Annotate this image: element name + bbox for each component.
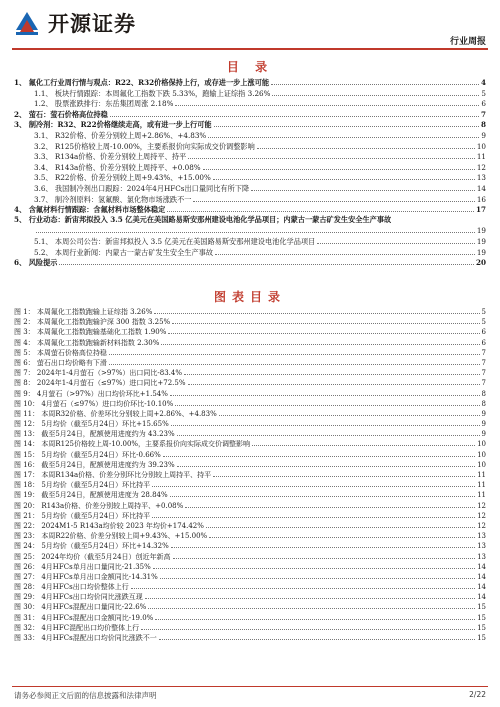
figure-entry-label: 图 4： 本周氟化工指数跑输新材料指数 2.30% [14, 338, 160, 347]
figure-entry[interactable] [14, 347, 486, 357]
toc-entry-page: 19 [476, 236, 486, 246]
figure-entry[interactable] [14, 520, 486, 530]
figure-entry-label: 图 17： 本周R134a价格、价差分别环比分别较上周持平、持平 [14, 471, 212, 479]
toc-entry-label: 1.1、 板块行情跟踪：本周氟化工指数下跌 5.33%，跑输上证综指 3.26% [34, 88, 271, 98]
figure-leader-dots [252, 438, 475, 446]
figure-leader-dots [161, 337, 479, 345]
toc-leader-dots [317, 236, 475, 244]
figure-leader-dots [153, 561, 475, 569]
figure-entry[interactable] [14, 510, 486, 520]
figure-entry[interactable] [14, 408, 486, 418]
figure-entry-page: 5 [481, 318, 486, 327]
toc-leader-dots [214, 119, 479, 127]
figure-leader-dots [172, 316, 479, 324]
figure-leader-dots [173, 551, 476, 559]
figure-entry-page: 11 [477, 491, 486, 500]
figure-leader-dots [171, 540, 475, 548]
figure-entry-page: 13 [477, 552, 486, 561]
figure-entry-page: 6 [481, 328, 486, 337]
toc-entry[interactable] [14, 141, 486, 152]
toc-leader-dots [167, 204, 474, 212]
toc-entry[interactable] [14, 162, 486, 173]
toc-entry[interactable] [14, 215, 486, 226]
toc-entry-page: 7 [480, 109, 486, 119]
toc-entry-label: 1、 氟化工行业周行情与观点：R22、R32价格保持上行，或存进一步上涨可能 [14, 78, 270, 87]
toc-entry[interactable] [14, 88, 486, 99]
toc-leader-dots [203, 162, 475, 170]
figure-leader-dots [213, 469, 475, 477]
toc-entry[interactable] [14, 247, 486, 258]
figure-entry-page: 10 [477, 440, 486, 449]
figure-entry-label: 图 29： 4月HFCs出口均价同比涨跌互现 [14, 593, 143, 602]
figure-entry-label: 图 23： 本周R22价格、价差分别较上周+9.43%、+15.00% [14, 532, 208, 541]
toc-entry-page: 8 [480, 120, 486, 130]
figure-leader-dots [141, 622, 475, 630]
figure-entry-label: 图 2： 本周氟化工指数跑输沪深 300 指数 3.25% [14, 318, 171, 327]
figure-entry-page: 7 [481, 379, 486, 388]
report-type: 行业周报 [449, 37, 486, 47]
page-number: 2/22 [469, 690, 486, 699]
toc-entry-label: 6、 风险提示 [14, 258, 58, 268]
figure-entry-label: 图 28： 4月HFCs出口均价整体上行 [14, 583, 129, 592]
figure-entry[interactable] [14, 326, 486, 336]
toc-entry[interactable] [14, 98, 486, 109]
figure-entry[interactable] [14, 632, 486, 642]
figure-entry-label: 图 16： 截至5月24日，配额使用进度约为 39.23% [14, 460, 175, 469]
figure-entry-label: 图 19： 截至5月24日，配额使用进度为 28.84% [14, 491, 168, 500]
toc-entry-page: 17 [475, 205, 486, 215]
figure-entry-page: 10 [477, 460, 486, 469]
toc-leader-dots [175, 98, 479, 106]
toc-title: 目 录 [226, 60, 274, 74]
toc-entry[interactable] [14, 225, 486, 236]
figure-entry-label: 图 24： 5月均价（截至5月24日）环比+14.32% [14, 542, 169, 551]
figure-leader-dots [168, 326, 479, 334]
toc-leader-dots [59, 257, 474, 265]
figure-leader-dots [109, 357, 480, 365]
figure-entry-page: 9 [481, 409, 486, 418]
toc-entry-page: 12 [476, 162, 486, 172]
toc-entry-page: 16 [476, 194, 486, 204]
figure-leader-dots [131, 581, 475, 589]
figure-entry[interactable] [14, 459, 486, 469]
toc-leader-dots [271, 77, 479, 85]
figure-entry-label: 图 1： 本周氟化工指数跑输上证综指 3.26% [14, 308, 153, 316]
figure-entry[interactable] [14, 357, 486, 367]
figure-entry[interactable] [14, 337, 486, 347]
figure-entry-page: 15 [477, 603, 486, 612]
figure-entry[interactable] [14, 316, 486, 326]
figure-leader-dots [154, 306, 479, 314]
figure-leader-dots [209, 530, 475, 538]
company-logo [12, 8, 136, 38]
figure-leader-dots [148, 601, 475, 609]
toc-entry-label: 3.6、 我国制冷剂出口跟踪：2024年4月HFCs出口量同比有所下降 [34, 183, 250, 193]
toc-entry-label: 4、 含氟材料行情跟踪：含氟材料市场整体稳定 [14, 205, 166, 215]
toc-entry[interactable] [14, 236, 486, 247]
toc-entry-label: 5、 行业动态：新宙邦拟投入 3.5 亿美元在美国路易斯安那州建设电池化学品项目；内蒙古一蒙古矿发生安全生产事故 [14, 214, 392, 224]
figure-entry-label: 图 20： R143a价格、价差分别较上周持平、+0.08% [14, 501, 184, 510]
figure-list-title: 图表目录 [213, 290, 286, 304]
figure-entry[interactable] [14, 581, 486, 591]
figure-entry-label: 图 6： 萤石出口均价略有下滑 [14, 358, 107, 367]
figure-entry-page: 6 [481, 338, 486, 347]
figure-leader-dots [171, 418, 480, 426]
toc-entry-label: 3、 制冷剂：R32、R22价格继续走高，或有进一步上行可能 [14, 120, 212, 130]
figure-leader-dots [175, 398, 479, 406]
figure-entry[interactable] [14, 571, 486, 581]
toc-leader-dots [257, 141, 475, 149]
figure-entry-label: 图 25： 2024年均价（截至5月24日）创近年新高 [14, 552, 171, 561]
figure-entry-page: 12 [477, 501, 486, 510]
figure-leader-dots [177, 459, 475, 467]
figure-entry[interactable] [14, 418, 486, 428]
toc-entry[interactable] [14, 257, 486, 268]
figure-entry-label: 图 30： 4月HFCs混配出口量同比-22.6% [14, 603, 147, 612]
figure-entry-label: 图 14： 本周R125价格较上周-10.00%，主要系报价向实际成交价调整影响 [14, 440, 251, 449]
figure-entry[interactable] [14, 612, 486, 622]
figure-leader-dots [152, 479, 475, 487]
logo-text: 开源证券 [48, 12, 136, 36]
figure-leader-dots [170, 489, 475, 497]
table-of-contents [14, 77, 486, 268]
figure-entry[interactable] [14, 398, 486, 408]
figure-entry-page: 7 [481, 358, 486, 367]
toc-entry-page: 13 [476, 173, 486, 183]
figure-entry-page: 12 [477, 511, 486, 520]
figure-entry-label: 图 13： 截至5月24日，配额使用进度约为 43.23% [14, 430, 175, 439]
figure-entry[interactable] [14, 622, 486, 632]
toc-leader-dots [110, 109, 479, 117]
figure-entry-label: 图 3： 本周氟化工指数跑输基础化工指数 1.90% [14, 328, 167, 337]
toc-entry-page: 4 [480, 78, 486, 87]
figure-entry-page: 10 [477, 450, 486, 459]
figure-entry-label: 图 9： 4月萤石（>97%）出口均价环比+1.54% [14, 389, 168, 398]
figure-leader-dots [155, 612, 475, 620]
figure-entry[interactable] [14, 428, 486, 438]
toc-entry[interactable] [14, 183, 486, 194]
logo-icon [12, 8, 42, 38]
toc-entry[interactable] [14, 77, 486, 88]
figure-entry[interactable] [14, 489, 486, 499]
toc-entry-page: 20 [475, 258, 486, 268]
toc-entry-page: 10 [476, 141, 486, 151]
figure-entry[interactable] [14, 540, 486, 550]
figure-leader-dots [109, 347, 480, 355]
figure-leader-dots [160, 571, 475, 579]
figure-entry-label: 图 5： 本周萤石价格高位持稳 [14, 348, 107, 357]
figure-entry-page: 13 [477, 532, 486, 541]
toc-entry-page: 11 [476, 152, 486, 162]
figure-entry-page: 15 [477, 613, 486, 622]
toc-entry[interactable] [14, 194, 486, 205]
toc-entry-page: 6 [481, 99, 486, 109]
figure-entry[interactable] [14, 367, 486, 377]
figure-entry-label: 图 32： 4月HFC混配出口均价整体上行 [14, 623, 140, 632]
figure-entry-page: 14 [477, 572, 486, 581]
toc-entry-page: 9 [481, 130, 486, 140]
figure-entry-label: 图 33： 4月HFCs混配出口均价同比涨跌不一 [14, 634, 157, 642]
figure-entry-page: 11 [477, 481, 486, 490]
header-divider [12, 48, 488, 50]
toc-entry[interactable] [14, 172, 486, 183]
figure-entry-label: 图 22： 2024M1-5 R143a均价较 2023 年均价+174.42% [14, 521, 204, 530]
figure-entry-label: 图 7： 2024年1-4月萤石（>97%）出口同比-83.4% [14, 369, 183, 378]
toc-entry-page: 5 [481, 88, 486, 98]
figure-entry[interactable] [14, 388, 486, 398]
toc-leader-dots [272, 88, 479, 96]
toc-entry-label: 3.1、 R32价格、价差分别较上周+2.86%、+4.83% [34, 130, 207, 140]
figure-entry-label: 图 18： 5月均价（截至5月24日）环比持平 [14, 481, 151, 490]
figure-entry[interactable] [14, 479, 486, 489]
toc-entry-label: 1.2、 股票涨跌排行：东岳集团周涨 2.18% [34, 99, 174, 109]
figure-entry-page: 14 [477, 593, 486, 602]
toc-entry-label: 5.2、 本周行业新闻：内蒙古一蒙古矿发生安全生产事故 [34, 247, 214, 257]
toc-entry-label: 3.2、 R125价格较上周-10.00%，主要系报价向实际成交价调整影响 [34, 141, 255, 151]
toc-entry-page: 14 [476, 183, 486, 193]
figure-entry-page: 12 [477, 521, 486, 530]
figure-entry[interactable] [14, 377, 486, 387]
figure-entry-page: 9 [481, 420, 486, 429]
toc-entry[interactable] [14, 130, 486, 141]
toc-entry-page: 19 [476, 226, 486, 236]
figure-entry-page: 8 [481, 389, 486, 398]
figure-entry-label: 图 15： 5月均价（截至5月24日）环比-0.66% [14, 450, 161, 459]
toc-entry-label: 3.3、 R134a价格、价差分别较上周持平、持平 [34, 152, 187, 162]
figure-entry-page: 14 [477, 583, 486, 592]
figure-entry-page: 7 [481, 348, 486, 357]
figure-entry-label: 图 31： 4月HFCs混配出口金额同比-19.0% [14, 613, 154, 622]
figure-entry-page: 15 [477, 634, 486, 642]
figure-leader-dots [188, 377, 480, 385]
toc-entry-label: 3.4、 R143a价格、价差分别较上周持平、+0.08% [34, 162, 201, 172]
toc-entry-label: 5.1、 本周公司公告：新宙邦拟投入 3.5 亿美元在美国路易斯安那州建设电池化学品项目 [34, 236, 316, 246]
figure-entry-page: 15 [477, 623, 486, 632]
figure-entry[interactable] [14, 591, 486, 601]
figure-entry[interactable] [14, 601, 486, 611]
figure-leader-dots [185, 500, 475, 508]
figure-entry-label: 图 26： 4月HFCs单月出口量同比-21.35% [14, 562, 151, 571]
figure-entry[interactable] [14, 449, 486, 459]
figure-entry[interactable] [14, 306, 486, 316]
figure-leader-dots [170, 388, 480, 396]
figure-leader-dots [159, 632, 475, 640]
toc-leader-dots [215, 247, 475, 255]
toc-leader-dots [208, 130, 479, 138]
figure-leader-dots [152, 510, 475, 518]
figure-entry[interactable] [14, 438, 486, 448]
figure-entry-label: 图 11： 本周R32价格、价差环比分别较上周+2.86%、+4.83% [14, 409, 217, 418]
toc-entry-label: 2、 萤石：萤石价格高位持稳 [14, 109, 108, 119]
figure-leader-dots [206, 520, 475, 528]
figure-entry[interactable] [14, 530, 486, 540]
figure-entry[interactable] [14, 551, 486, 561]
toc-entry[interactable] [14, 109, 486, 120]
page-header [0, 0, 500, 50]
figure-entry-label: 图 21： 5月均价（截至5月24日）环比持平 [14, 511, 151, 520]
figure-entry[interactable] [14, 469, 486, 479]
figure-entry-page: 7 [481, 369, 486, 378]
toc-leader-dots [213, 172, 475, 180]
toc-entry-label: 3.5、 R22价格、价差分别较上周+9.43%、+15.00% [34, 173, 211, 183]
figure-entry-label: 图 10： 4月萤石（≤97%）进口均价环比-10.10% [14, 399, 174, 408]
figure-entry-label: 图 8： 2024年1-4月萤石（≤97%）进口同比+72.5% [14, 379, 186, 388]
figure-leader-dots [145, 591, 475, 599]
toc-entry[interactable] [14, 151, 486, 162]
figure-leader-dots [163, 449, 475, 457]
figure-entry-page: 11 [477, 471, 486, 479]
figure-leader-dots [184, 367, 480, 375]
figure-list [14, 306, 486, 642]
figure-entry-page: 8 [481, 399, 486, 408]
figure-leader-dots [177, 428, 480, 436]
toc-entry[interactable] [14, 119, 486, 130]
figure-entry-page: 13 [477, 542, 486, 551]
figure-entry-label: 图 27： 4月HFCs单月出口金额同比-14.31% [14, 572, 158, 581]
toc-leader-dots [36, 225, 475, 233]
figure-leader-dots [219, 408, 480, 416]
toc-entry[interactable] [14, 204, 486, 215]
figure-entry[interactable] [14, 561, 486, 571]
figure-entry-page: 5 [481, 308, 486, 316]
figure-entry-label: 图 12： 5月均价（截至5月24日）环比+15.65% [14, 420, 169, 429]
toc-leader-dots [188, 151, 475, 159]
toc-leader-dots [251, 183, 475, 191]
footer-disclaimer: 请务必参阅正文后面的信息披露和法律声明 [14, 691, 157, 700]
toc-entry-label: 3.7、 制冷剂原料：氢氟酸、氯化物市场涨跌不一 [34, 194, 192, 204]
toc-entry-page: 19 [476, 247, 486, 257]
toc-leader-dots [193, 194, 474, 202]
figure-entry-page: 14 [477, 562, 486, 571]
figure-entry-page: 9 [481, 430, 486, 439]
figure-entry[interactable] [14, 500, 486, 510]
footer-divider [12, 686, 488, 687]
